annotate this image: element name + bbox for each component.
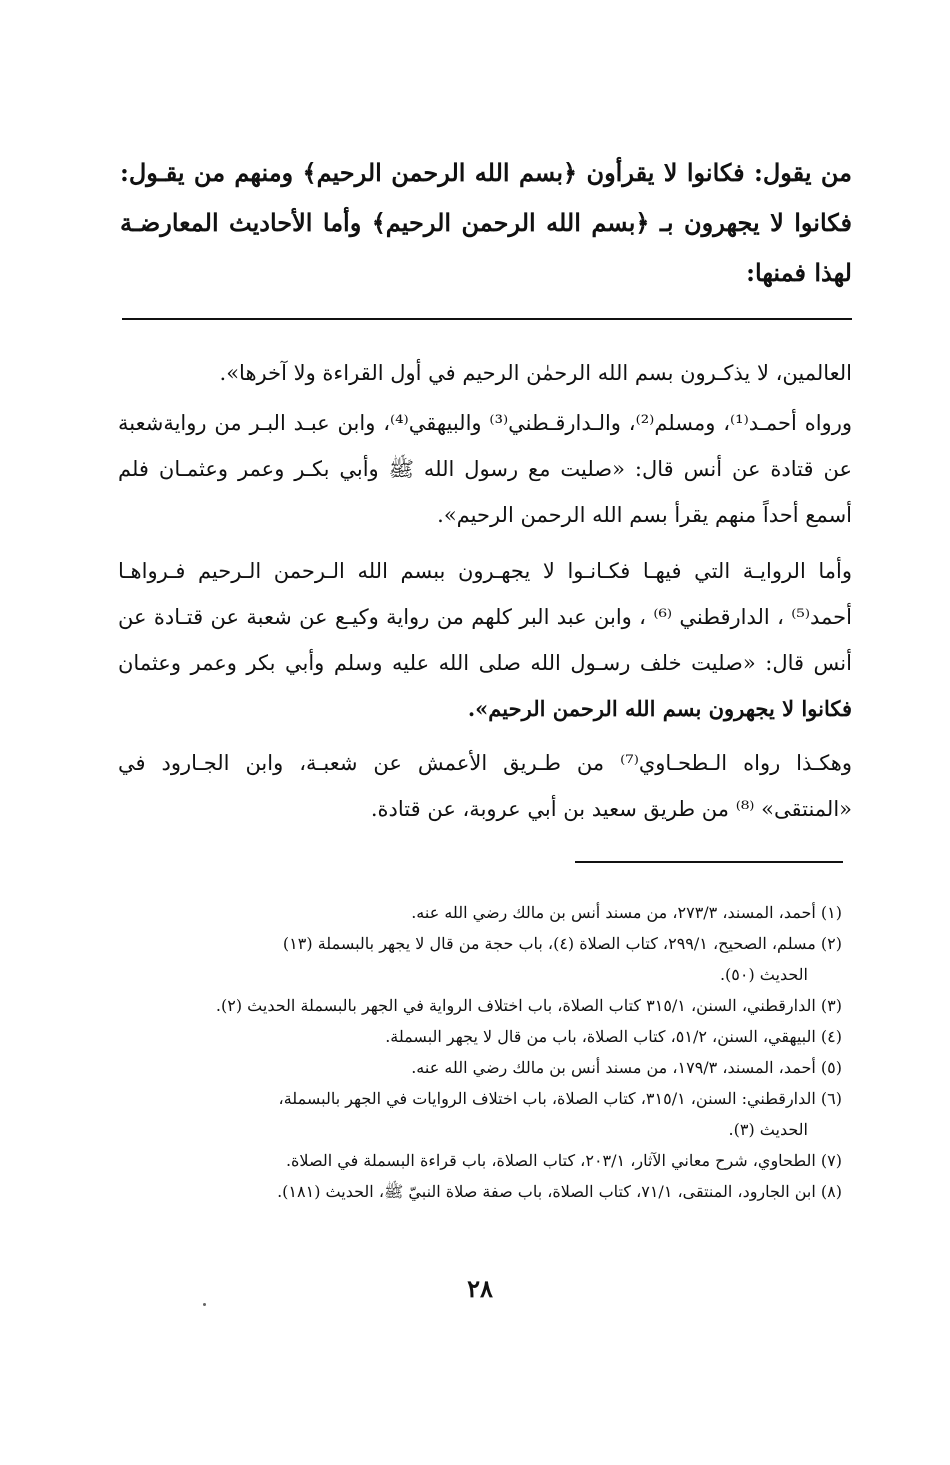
body-paragraph-3-text: وأما الروايـة التي فيهـا فكـانـوا لا يجهـرون ببسم الله الـرحمن الـرحيم فـرواهـا أحمد⁽⁵⁾ ، الدارقطني ⁽⁶⁾ ، وابن عبد البر كلهم من رواية وكيـع عن شعبة عن قتـادة عن أنس قال: «صليت خلف رسـول الله صلى الله عليه وسلم وأبي بكر وعمر وعثمان [118,559,852,675]
footnote-7: (٧) الطحاوي، شرح معاني الآثار، ٢٠٣/١، كتاب الصلاة، باب قراءة البسملة في الصلاة. [285,1151,842,1170]
footnotes [110,897,842,1207]
print-speck [203,1303,206,1306]
footnote-2: (٢) مسلم، الصحيح، ٢٩٩/١، كتاب الصلاة (٤)، باب حجة من قال لا يجهر بالبسملة (١٣) [282,934,842,953]
body-paragraph-3 [118,548,852,732]
footnote-3: (٣) الدارقطني، السنن، ٣١٥/١ كتاب الصلاة، باب اختلاف الرواية في الجهر بالبسملة الحديث (٢). [215,996,842,1015]
section-divider [122,318,852,320]
footnote-4: (٤) البيهقي، السنن، ٥١/٢، كتاب الصلاة، باب من قال لا يجهر البسملة. [385,1027,842,1046]
footnote-5: (٥) أحمد، المسند، ١٧٩/٣، من مسند أنس بن مالك رضي الله عنه. [411,1058,842,1077]
body-paragraph-2: ورواه أحمـد⁽¹⁾، ومسلم⁽²⁾، والـدارقـطني⁽³⁾ والبيهقي⁽⁴⁾، وابن عبـد البـر من روايةشعبة عن قتادة عن أنس قال: «صليت مع رسول الله ﷺ وأبي بكـر وعمر وعثمـان فلم أسمع أحداً منهم يقرأ بسم الله الرحمن الرحيم». [118,411,852,527]
footnote-6: (٦) الدارقطني: السنن، ٣١٥/١، كتاب الصلاة، باب اختلاف الروايات في الجهر بالبسملة، [278,1089,842,1108]
top-paragraph: من يقول: فكانوا لا يقرأون ﴿بسم الله الرحمن الرحيم﴾ ومنهم من يقـول: فكانوا لا يجهرون بـ ﴿بسم الله الرحمن الرحيم﴾ وأما الأحاديث المعارضـة لهذا فمنها: [120,158,852,287]
body-paragraph-1: العالمين، لا يذكـرون بسم الله الرحمٰن الرحيم في أول القراءة ولا آخرها». [219,361,852,385]
footnote-6-continuation: الحديث (٣). [728,1120,808,1139]
footnote-2-continuation: الحديث (٥٠). [719,965,808,984]
footnote-divider [575,861,843,863]
footnote-8: (٨) ابن الجارود، المنتقى، ٧١/١، كتاب الصلاة، باب صفة صلاة النبيّ ﷺ، الحديث (١٨١). [277,1182,842,1201]
body-paragraph-4: وهكـذا رواه الـطحـاوي⁽⁷⁾ من طـريق الأعمش عن شعبـة، وابن الجـارود في «المنتقى» ⁽⁸⁾ من طريق سعيد بن أبي عروبة، عن قتادة. [118,751,853,821]
body-paragraph-3-bold: فكانوا لا يجهرون بسم الله الرحمن الرحيم». [467,696,852,721]
page-number: ٢٨ [467,1274,493,1303]
footnote-1: (١) أحمد، المسند، ٢٧٣/٣، من مسند أنس بن مالك رضي الله عنه. [411,903,842,922]
